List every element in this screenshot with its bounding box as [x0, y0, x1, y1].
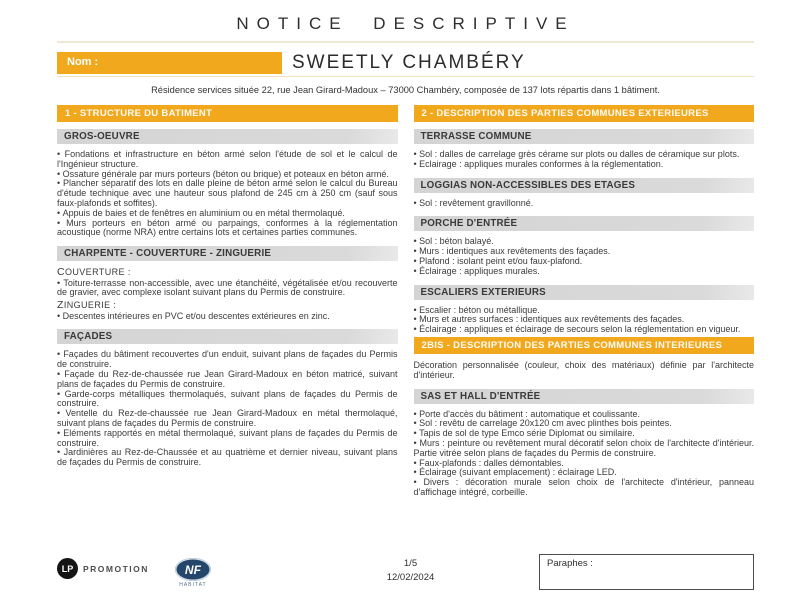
bullet-item: • Sol : béton balayé. [414, 237, 755, 247]
logo-group [57, 554, 282, 588]
bullet-item: • Éclairage : appliques murales. [414, 267, 755, 277]
section-header-gray: FAÇADES [57, 329, 398, 344]
sub-heading: COUVERTURE : [57, 266, 131, 279]
bullet-item: • Faux-plafonds : dalles démontables. [414, 459, 755, 469]
bullet-item: • Murs : peinture ou revêtement mural décoratif selon choix de l'architecte d'intérieur. Partie vitrée selon plans de façades du Permis de construire. [414, 439, 755, 459]
name-banner [57, 52, 754, 77]
bullet-item: • Plafond : isolant peint et/ou faux-plafond. [414, 257, 755, 267]
bullet-item: • Sol : dalles de carrelage grès cérame sur plots ou dalles de céramique sur plots. [414, 150, 755, 160]
section-header-orange: 2BIS - DESCRIPTION DES PARTIES COMMUNES INTERIEURES [414, 337, 755, 354]
bullet-item: • Appuis de baies et de fenêtres en aluminium ou en métal thermolaqué. [57, 209, 398, 219]
bullet-item: • Fondations et infrastructure en béton armé selon l'étude de sol et le calcul de l'Ingénieur structure. [57, 150, 398, 170]
right-column [414, 105, 755, 548]
lp-logo-label: PROMOTION [83, 563, 149, 574]
residence-description: Résidence services située 22, rue Jean Girard-Madoux – 73000 Chambéry, composée de 137 lots répartis dans 1 bâtiment. [151, 85, 660, 95]
bullet-item: • Sol : revêtement gravillonné. [414, 199, 755, 209]
residence-name: SWEETLY CHAMBÉRY [292, 52, 526, 73]
bullet-item: • Murs porteurs en béton armé ou parpaings, conformes à la réglementation acoustique (norme NRA) entre certains lots et certaines parties communes. [57, 219, 398, 239]
bullet-item: • Façades du bâtiment recouvertes d'un enduit, suivant plans de façades du Permis de construire. [57, 350, 398, 370]
section-header-gray: SAS ET HALL D'ENTRÉE [414, 389, 755, 404]
sub-heading: ZINGUERIE : [57, 299, 117, 312]
page-info [282, 554, 539, 585]
bullet-list [414, 237, 755, 276]
nf-habitat-logo [175, 558, 211, 588]
page-date: 12/02/2024 [386, 571, 435, 583]
bullet-list [414, 410, 755, 498]
bullet-list [57, 150, 398, 238]
title-divider [57, 41, 754, 43]
bullet-item: • Ossature générale par murs porteurs (béton ou brique) et poteaux en béton armé. [57, 170, 398, 180]
page-number: 1/5 [403, 558, 418, 569]
bullet-list [414, 306, 755, 335]
section-header-gray: ESCALIERS EXTERIEURS [414, 285, 755, 300]
lp-logo-icon: LP [57, 558, 78, 579]
bullet-item: • Sol : revêtu de carrelage 20x120 cm avec plinthes bois peintes. [414, 419, 755, 429]
bullet-list [57, 350, 398, 468]
section-header-gray: GROS-OEUVRE [57, 129, 398, 144]
content-columns [57, 105, 754, 548]
bullet-list [57, 279, 398, 299]
bullet-item: • Jardinières au Rez-de-Chaussée et au quatrième et dernier niveau, suivant plans de façades du Permis de construire. [57, 448, 398, 468]
bullet-list [414, 150, 755, 170]
bullet-item: • Éclairage (suivant emplacement) : éclairage LED. [414, 468, 755, 478]
section-header-gray: LOGGIAS NON-ACCESSIBLES DES ETAGES [414, 178, 755, 193]
bullet-item: • Porte d'accès du bâtiment : automatique et coulissante. [414, 410, 755, 420]
section-header-orange: 1 - STRUCTURE DU BATIMENT [57, 105, 398, 122]
paraphes-label: Paraphes : [547, 558, 593, 569]
name-label: Nom : [57, 52, 282, 74]
bullet-list [57, 312, 398, 322]
bullet-item: • Escalier : béton ou métallique. [414, 306, 755, 316]
section-header-orange: 2 - DESCRIPTION DES PARTIES COMMUNES EXTERIEURES [414, 105, 755, 122]
page-footer [57, 548, 754, 590]
bullet-item: • Éclairage : appliques et éclairage de secours selon la réglementation en vigueur. [414, 325, 755, 335]
bullet-item: • Façade du Rez-de-chaussée rue Jean Girard-Madoux en béton matricé, suivant plans de façades du Permis de construire. [57, 370, 398, 390]
bullet-item: • Murs et autres surfaces : identiques aux revêtements des façades. [414, 315, 755, 325]
bullet-item: • Plancher séparatif des lots en dalle pleine de béton armé selon le calcul du Bureau d'étude technique avec une hauteur sous plafond de 245 cm à 250 cm (sauf sous faux-plafonds et soffites). [57, 179, 398, 208]
section-header-gray: CHARPENTE - COUVERTURE - ZINGUERIE [57, 246, 398, 261]
paraphes-box [539, 554, 754, 590]
bullet-item: • Divers : décoration murale selon choix de l'architecte d'intérieur, panneau d'affichage intégré, corbeille. [414, 478, 755, 498]
document-title: NOTICE DESCRIPTIVE [236, 14, 575, 33]
lp-promotion-logo [57, 558, 149, 579]
bullet-list [414, 199, 755, 209]
paragraph: Décoration personnalisée (couleur, choix des matériaux) définie par l'architecte d'intérieur. [413, 359, 754, 380]
left-column [57, 105, 398, 548]
nf-logo-label: HABITAT [179, 582, 207, 588]
section-header-gray: PORCHE D'ENTRÉE [414, 216, 755, 231]
nf-logo-icon: NF [175, 558, 211, 581]
bullet-item: • Descentes intérieures en PVC et/ou descentes extérieures en zinc. [57, 312, 398, 322]
bullet-item: • Toiture-terrasse non-accessible, avec une étanchéité, végétalisée et/ou recouverte de gravier, avec complexe isolant suivant plans du Permis de construire. [57, 279, 398, 299]
bullet-item: • Tapis de sol de type Emco série Diplomat ou similaire. [414, 429, 755, 439]
section-header-gray: TERRASSE COMMUNE [414, 129, 755, 144]
bullet-item: • Murs : identiques aux revêtements des façades. [414, 247, 755, 257]
bullet-item: • Ventelle du Rez-de-chaussée rue Jean Girard-Madoux en métal thermolaqué, suivant plans de façades du Permis de construire. [57, 409, 398, 429]
bullet-item: • Eclairage : appliques murales conformes à la réglementation. [414, 160, 755, 170]
bullet-item: • Garde-corps métalliques thermolaqués, suivant plans de façades du Permis de construire. [57, 390, 398, 410]
bullet-item: • Eléments rapportés en métal thermolaqué, suivant plans de façades du Permis de construire. [57, 429, 398, 449]
